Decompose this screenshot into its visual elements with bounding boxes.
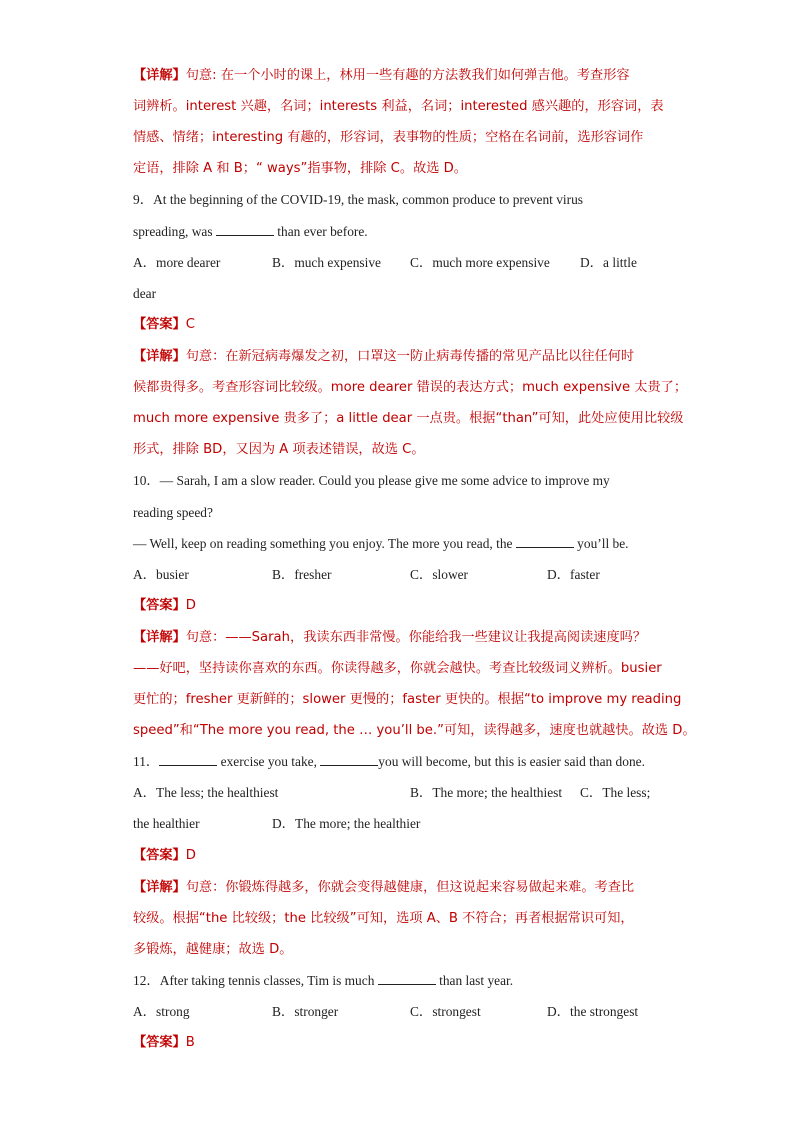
answer-blank (216, 222, 274, 236)
prev-explain-line-4: 定语，排除 A 和 B；“ ways”指事物，排除 C。故选 D。 (133, 161, 467, 176)
q9-option-c: C．much more expensive (410, 255, 550, 270)
q9-option-b: B．much expensive (272, 255, 381, 270)
q11-option-c: C．The less; (580, 785, 651, 800)
prev-explain-line-3: 情感、情绪；interesting 有趣的，形容词，表事物的性质；空格在名词前，选形容词作 (133, 130, 644, 145)
prev-explain-line-1: 【详解】句意: 在一个小时的课上，林用一些有趣的方法教我们如何弹吉他。考查形容 (133, 68, 630, 83)
q9-explain-line-1: 【详解】句意：在新冠病毒爆发之初，口罩这一防止病毒传播的常见产品比以往任何时 (133, 349, 635, 364)
answer-blank (516, 534, 574, 548)
q11-answer-value: D (185, 848, 196, 863)
q10-option-b: B．fresher (272, 567, 332, 582)
q9-stem-line-2: spreading, was than ever before. (133, 224, 368, 239)
q12-answer: 【答案】B (133, 1035, 195, 1050)
q12-option-a: A．strong (133, 1004, 190, 1019)
q9-answer: 【答案】C (133, 317, 195, 332)
q9-option-a: A．more dearer (133, 255, 221, 270)
q10-explain-line-3: 更忙的；fresher 更新鲜的；slower 更慢的；faster 更快的。根据“to improve my reading (133, 692, 682, 707)
explain-tag: 【详解】 (133, 68, 186, 83)
q10-explain-line-2: ——好吧，坚持读你喜欢的东西。你读得越多，你就会越快。考查比较级词义辨析。busier (133, 661, 662, 676)
q11-answer: 【答案】D (133, 848, 196, 863)
q10-answer: 【答案】D (133, 598, 196, 613)
q10-stem-line-2: reading speed? (133, 505, 213, 520)
q10-stem-line-1: 10．— Sarah, I am a slow reader. Could you please give me some advice to improve my (133, 473, 610, 488)
q11-option-d: D．The more; the healthier (272, 816, 421, 831)
q11-option-c-continued: the healthier (133, 816, 200, 831)
q12-stem-line-1: 12．After taking tennis classes, Tim is much than last year. (133, 973, 514, 988)
q12-option-b: B．stronger (272, 1004, 339, 1019)
answer-blank (320, 752, 378, 766)
q12-option-d: D．the strongest (547, 1004, 639, 1019)
q11-explain-line-1: 【详解】句意：你锻炼得越多，你就会变得越健康，但这说起来容易做起来难。考查比 (133, 880, 635, 895)
q9-stem-line-1: 9．At the beginning of the COVID-19, the mask, common produce to prevent virus (133, 192, 583, 207)
q11-option-b: B．The more; the healthiest (410, 785, 563, 800)
q9-answer-value: C (185, 317, 195, 332)
q12-answer-value: B (185, 1035, 195, 1050)
q9-explain-line-3: much more expensive 贵多了；a little dear 一点贵。根据“than”可知，此处应使用比较级 (133, 411, 684, 426)
prev-explain-line-2: 词辨析。interest 兴趣，名词；interests 利益，名词；interested 感兴趣的，形容词，表 (133, 99, 664, 114)
answer-blank (159, 752, 217, 766)
q9-option-wrap: dear (133, 286, 157, 301)
q11-explain-line-3: 多锻炼，越健康；故选 D。 (133, 942, 293, 957)
q10-stem-line-3: — Well, keep on reading something you enjoy. The more you read, the you’ll be. (133, 536, 629, 551)
q10-option-d: D．faster (547, 567, 600, 582)
q11-explain-line-2: 较级。根据“the 比较级；the 比较级”可知，选项 A、B 不符合；再者根据常识可知， (133, 911, 634, 926)
q10-answer-value: D (185, 598, 196, 613)
answer-blank (378, 971, 436, 985)
q9-explain-line-4: 形式，排除 BD，又因为 A 项表述错误，故选 C。 (133, 442, 425, 457)
q11-stem-line-1: 11． exercise you take, you will become, but this is easier said than done. (133, 754, 645, 769)
q10-option-c: C．slower (410, 567, 469, 582)
q10-explain-line-1: 【详解】句意：——Sarah，我读东西非常慢。你能给我一些建议让我提高阅读速度吗？ (133, 630, 647, 645)
q10-option-a: A．busier (133, 567, 189, 582)
q11-option-a: A．The less; the healthiest (133, 785, 279, 800)
q10-explain-line-4: speed”和“The more you read, the … you’ll be.”可知，读得越多，速度也就越快。故选 D。 (133, 723, 696, 738)
q9-option-d: D．a little (580, 255, 637, 270)
q12-option-c: C．strongest (410, 1004, 481, 1019)
q9-explain-line-2: 候都贵得多。考查形容词比较级。more dearer 错误的表达方式；much expensive 太贵了； (133, 380, 688, 395)
